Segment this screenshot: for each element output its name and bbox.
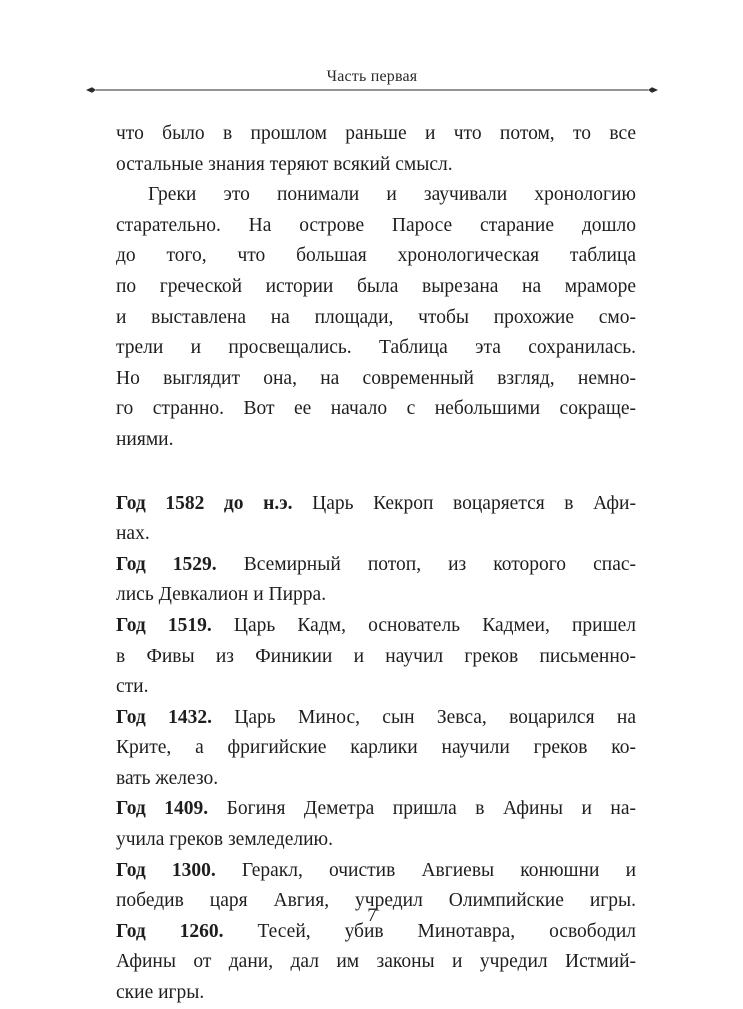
text-line: старательно. На острове Паросе старание дошло: [116, 214, 636, 236]
text-line: остальные знания теряют всякий смысл.: [116, 153, 453, 175]
chronology-year: Год 1300.: [116, 859, 216, 881]
chronology-text: вать железо.: [116, 767, 219, 789]
chronology-line: [116, 856, 636, 887]
text-line: Греки это понимали и заучивали хронологию: [148, 184, 636, 206]
chronology-line: [116, 489, 636, 520]
chronology-year: Год 1519.: [116, 614, 212, 636]
text-line: ниями.: [116, 428, 174, 450]
chronology-line: [116, 703, 636, 734]
chronology-line: [116, 733, 636, 764]
chronology-line: [116, 764, 636, 795]
chronology-line: [116, 550, 636, 581]
running-header: Часть первая: [326, 68, 418, 85]
chronology-text: Богиня Деметра пришла в Афины и на-: [208, 798, 636, 820]
paragraph-gap: [116, 456, 636, 489]
chronology-line: [116, 825, 636, 856]
chronology-year: Год 1529.: [116, 553, 217, 575]
text-line: го странно. Вот ее начало с небольшими сокраще-: [116, 398, 636, 420]
chronology-list: [116, 489, 636, 1009]
text-line: что было в прошлом раньше и что потом, то все: [116, 123, 636, 144]
chronology-line: [116, 672, 636, 703]
chronology-text: победив царя Авгия, учредил Олимпийские игры.: [116, 890, 636, 912]
chronology-line: [116, 978, 636, 1009]
chronology-year: Год 1582 до н.э.: [116, 492, 293, 514]
text-line: и выставлена на площади, чтобы прохожие смо-: [116, 306, 636, 328]
chronology-text: Всемирный потоп, из которого спас-: [216, 553, 636, 575]
chronology-line: [116, 947, 636, 978]
page-body: [116, 119, 636, 1009]
chronology-line: [116, 519, 636, 550]
chronology-text: Геракл, очистив Авгиевы конюшни и: [215, 859, 637, 881]
chronology-text: Царь Кекроп воцаряется в Афи-: [292, 492, 636, 514]
chronology-year: Год 1260.: [116, 920, 224, 942]
chronology-year: Год 1409.: [116, 798, 209, 820]
chronology-text: Царь Кадм, основатель Кадмеи, пришел: [211, 614, 636, 636]
text-line: по греческой истории была вырезана на мраморе: [116, 275, 636, 297]
chronology-text: в Фивы из Финикии и научил греков письменно-: [116, 645, 636, 667]
text-line: Но выглядит она, на современный взгляд, немно-: [116, 367, 636, 389]
chronology-text: Афины от дани, дал им законы и учредил Истмий-: [116, 951, 636, 973]
chronology-text: сти.: [116, 676, 149, 698]
header-ornamental-rule: [86, 83, 658, 97]
chronology-year: Год 1432.: [116, 706, 212, 728]
text-line: трели и просвещались. Таблица эта сохранилась.: [116, 337, 636, 359]
chronology-line: [116, 794, 636, 825]
chronology-text: нах.: [116, 523, 150, 545]
chronology-text: ские игры.: [116, 982, 205, 1004]
chronology-text: учила греков земледелию.: [116, 829, 333, 851]
chronology-text: Царь Минос, сын Зевса, воцарился на: [211, 706, 636, 728]
chronology-line: [116, 642, 636, 673]
chronology-line: [116, 611, 636, 642]
chronology-line: [116, 580, 636, 611]
chronology-text: Крите, а фригийские карлики научили греков ко-: [116, 737, 636, 759]
chronology-text: Тесей, убив Минотавра, освободил: [223, 920, 636, 942]
text-line: до того, что большая хронологическая таблица: [116, 245, 636, 267]
chronology-text: лись Девкалион и Пирра.: [116, 584, 327, 606]
page-number: 7: [367, 905, 377, 926]
intro-paragraphs: [116, 119, 636, 456]
